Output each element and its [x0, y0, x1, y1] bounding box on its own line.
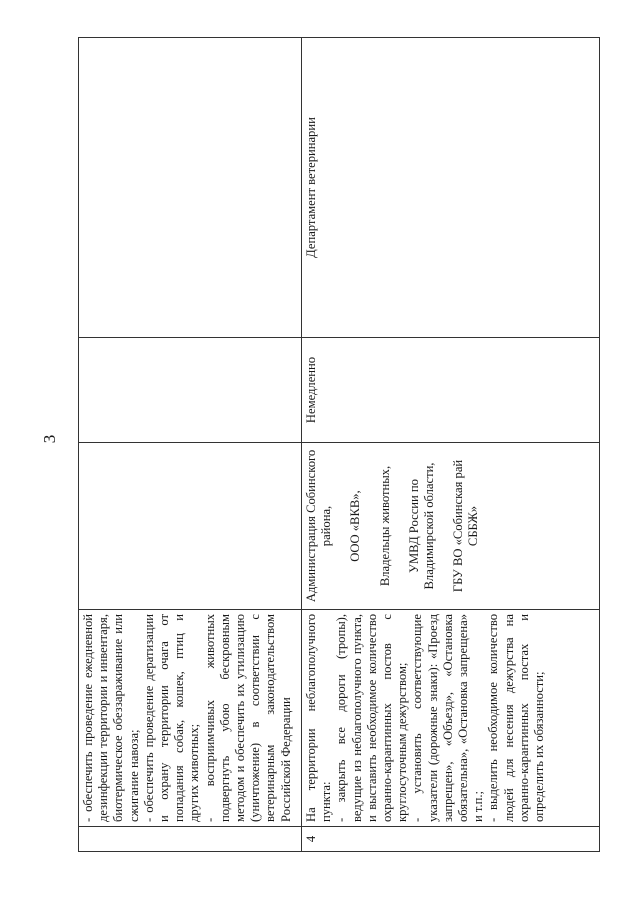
responsible-cell: Департамент ветеринарии [302, 38, 600, 338]
executor-item: ГБУ ВО «Собинская рай СББЖ» [451, 459, 481, 593]
measure-item: - обеспечить проведение ежедневной дезинфекции территории и инвентаря, биотермическое обеззараживание или сжигание навоза; [81, 614, 141, 822]
measure-item: - обеспечить проведение дератизации и охрану территории очага от попадания собак, кошек, птиц и других животных; [141, 614, 202, 822]
executor-item: УМВД России по Владимирской области, [406, 462, 437, 590]
executors-cell [302, 443, 600, 610]
page-number: 3 [40, 434, 59, 444]
measure-heading: На территории неблагополучного пункта: [304, 614, 334, 822]
executors-cell [79, 443, 302, 610]
measure-item: - выделить необходимое количество людей для несения дежурства на охранно-карантинных постах и определить их обязанности; [486, 614, 547, 822]
measure-item: - закрыть все дороги (тропы), ведущие из неблагополучного пункта, и выставить необходимое количество охранно-карантинных постов с круглосуточным дежурством; [334, 614, 410, 822]
measures-table [78, 37, 600, 852]
measure-item: - установить соответствующие указатели (дорожные знаки): «Проезд запрещен», «Объезд», «Остановка обязательна», «Остановка запрещена» и т.п.; [410, 614, 486, 822]
measures-cell [79, 610, 302, 827]
row-number-cell [79, 827, 302, 852]
executor-item: Администрация Собинского района, [304, 449, 334, 603]
table-row [302, 38, 600, 852]
table-row [79, 38, 302, 852]
executor-item: ООО «ВКВ», [348, 490, 363, 562]
deadline-cell: Немедленно [302, 338, 600, 443]
row-number-cell: 4 [302, 827, 600, 852]
measures-cell [302, 610, 600, 827]
executor-item: Владельцы животных, [377, 465, 392, 587]
measure-item: - восприимчивых животных подвергнуть убою бескровным методом и обеспечить их утилизацию (уничтожение) в соответствии с ветеринарным законодательством Российской Федерации [202, 614, 293, 822]
deadline-cell [79, 338, 302, 443]
responsible-cell [79, 38, 302, 338]
rotated-table-container [78, 37, 591, 852]
